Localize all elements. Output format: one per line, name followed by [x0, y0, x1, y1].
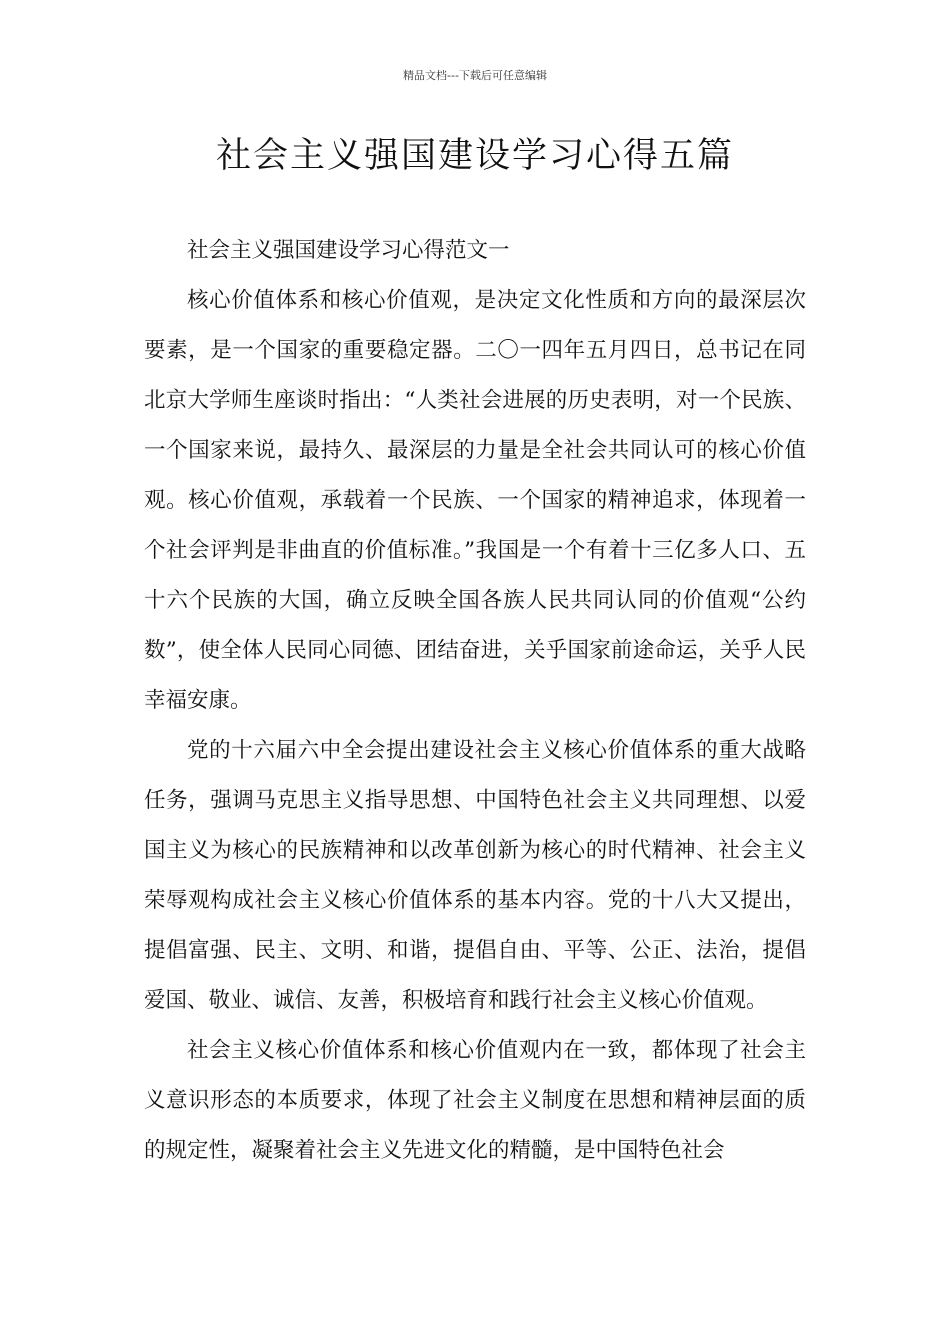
document-body: [144, 226, 806, 1176]
section-heading: 社会主义强国建设学习心得范文一: [187, 238, 510, 263]
paragraph: 社会主义核心价值体系和核心价值观内在一致，都体现了社会主义意识形态的本质要求，体现了社会主义制度在思想和精神层面的质的规定性，凝聚着社会主义先进文化的精髓，是中国特色社会: [144, 1038, 806, 1163]
document-title: 社会主义强国建设学习心得五篇: [215, 136, 734, 176]
paragraph: 党的十六届六中全会提出建设社会主义核心价值体系的重大战略任务，强调马克思主义指导思想、中国特色社会主义共同理想、以爱国主义为核心的民族精神和以改革创新为核心的时代精神、社会主义荣辱观构成社会主义核心价值体系的基本内容。党的十八大又提出，提倡富强、民主、文明、和谐，提倡自由、平等、公正、法治，提倡爱国、敬业、诚信、友善，积极培育和践行社会主义核心价值观。: [144, 738, 806, 1013]
paragraph: 核心价值体系和核心价值观，是决定文化性质和方向的最深层次要素，是一个国家的重要稳定器。二〇一四年五月四日，总书记在同北京大学师生座谈时指出：“人类社会进展的历史表明，对一个民族、一个国家来说，最持久、最深层的力量是全社会共同认可的核心价值观。核心价值观，承载着一个民族、一个国家的精神追求，体现着一个社会评判是非曲直的价值标准。”我国是一个有着十三亿多人口、五十六个民族的大国，确立反映全国各族人民共同认同的价值观“公约数”，使全体人民同心同德、团结奋进，关乎国家前途命运，关乎人民幸福安康。: [144, 288, 806, 713]
header-note: 精品文档---下载后可任意编辑: [403, 69, 547, 82]
